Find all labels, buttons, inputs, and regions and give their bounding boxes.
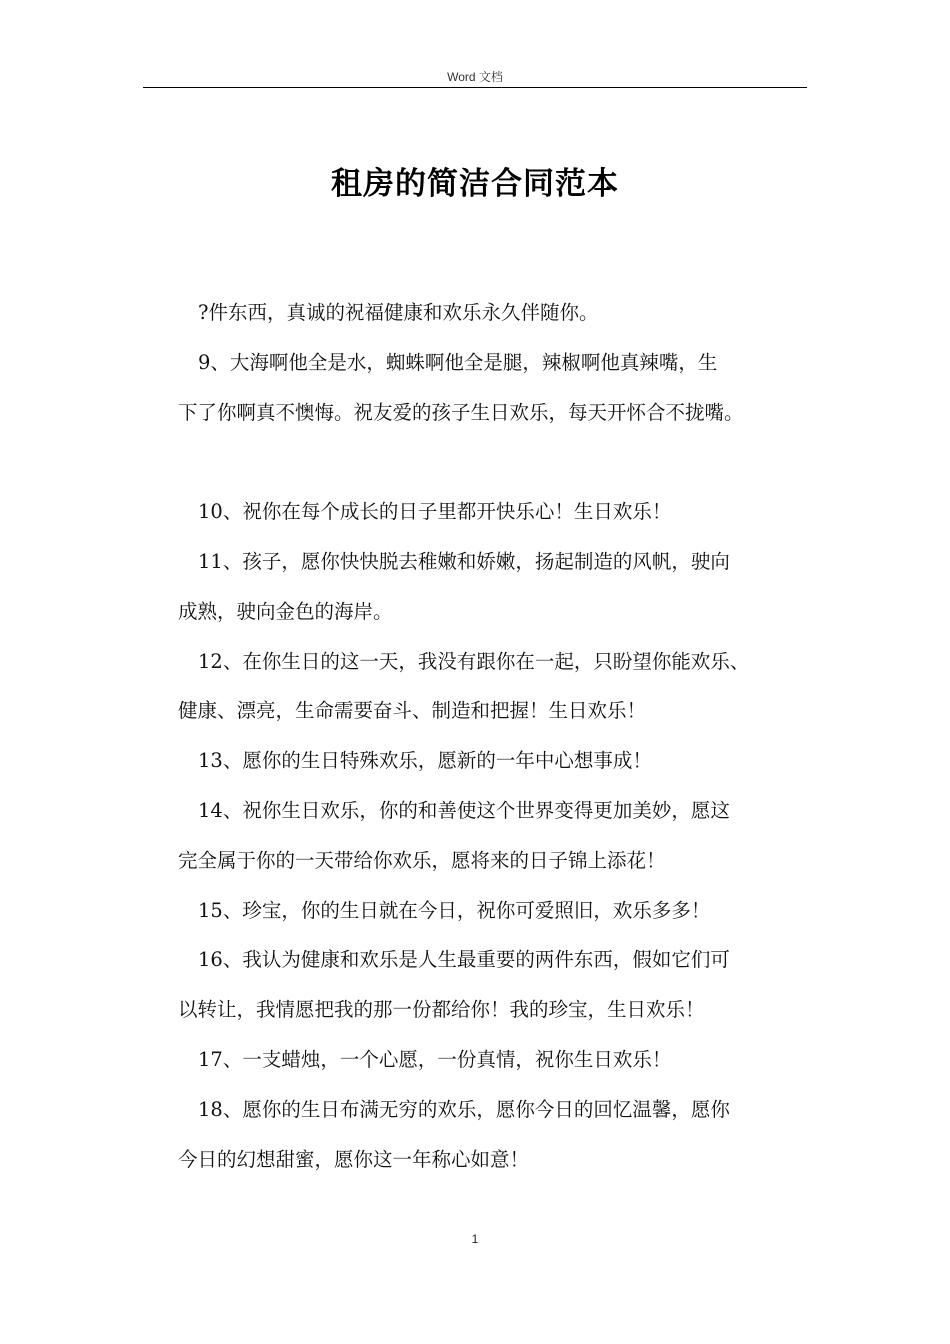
paragraph bbox=[178, 1085, 818, 1185]
paragraph-line: 13、愿你的生日特殊欢乐，愿新的一年中心想事成！ bbox=[198, 749, 652, 773]
paragraph bbox=[178, 786, 818, 886]
blank-line bbox=[178, 437, 818, 487]
paragraph-line: 以转让，我情愿把我的那一份都给你！我的珍宝，生日欢乐！ bbox=[178, 998, 705, 1022]
paragraph-line: 18、愿你的生日布满无穷的欢乐，愿你今日的回忆温馨，愿你 bbox=[198, 1097, 730, 1121]
paragraph-line: 9、大海啊他全是水，蜘蛛啊他全是腿，辣椒啊他真辣嘴，生 bbox=[198, 350, 718, 374]
document-body bbox=[178, 288, 818, 1184]
paragraph-line: 17、一支蜡烛，一个心愿，一份真情，祝你生日欢乐！ bbox=[198, 1047, 672, 1071]
paragraph-line: 下了你啊真不懊悔。祝友爱的孩子生日欢乐，每天开怀合不拢嘴。 bbox=[178, 400, 744, 424]
paragraph bbox=[178, 338, 818, 438]
paragraph bbox=[178, 537, 818, 637]
paragraph-line: 完全属于你的一天带给你欢乐，愿将来的日子锦上添花！ bbox=[178, 848, 666, 872]
paragraph bbox=[178, 1035, 818, 1085]
paragraph-line: 10、祝你在每个成长的日子里都开快乐心！生日欢乐！ bbox=[198, 500, 672, 524]
paragraph bbox=[178, 288, 818, 338]
paragraph-line: 14、祝你生日欢乐，你的和善使这个世界变得更加美妙，愿这 bbox=[198, 798, 730, 822]
page-header-text: Word 文档 bbox=[447, 70, 503, 84]
paragraph bbox=[178, 736, 818, 786]
paragraph bbox=[178, 935, 818, 1035]
paragraph-line: 12、在你生日的这一天，我没有跟你在一起，只盼望你能欢乐、 bbox=[198, 649, 750, 673]
paragraph bbox=[178, 487, 818, 537]
paragraph-line: 11、孩子，愿你快快脱去稚嫩和娇嫩，扬起制造的风帆，驶向 bbox=[198, 549, 730, 573]
paragraph-line: 16、我认为健康和欢乐是人生最重要的两件东西，假如它们可 bbox=[198, 948, 730, 972]
paragraph-line: 15、珍宝，你的生日就在今日，祝你可爱照旧，欢乐多多！ bbox=[198, 898, 711, 922]
paragraph bbox=[178, 886, 818, 936]
document-title: 租房的简洁合同范本 bbox=[331, 166, 619, 202]
paragraph-line: 今日的幻想甜蜜，愿你这一年称心如意！ bbox=[178, 1147, 530, 1171]
header-rule bbox=[143, 87, 807, 88]
paragraph bbox=[178, 637, 818, 737]
paragraph-line: 成熟，驶向金色的海岸。 bbox=[178, 599, 393, 623]
paragraph-line: ?件东西，真诚的祝福健康和欢乐永久伴随你。 bbox=[198, 301, 599, 324]
paragraph-line: 健康、漂亮，生命需要奋斗、制造和把握！生日欢乐！ bbox=[178, 699, 647, 723]
page-number: 1 bbox=[471, 1232, 479, 1246]
